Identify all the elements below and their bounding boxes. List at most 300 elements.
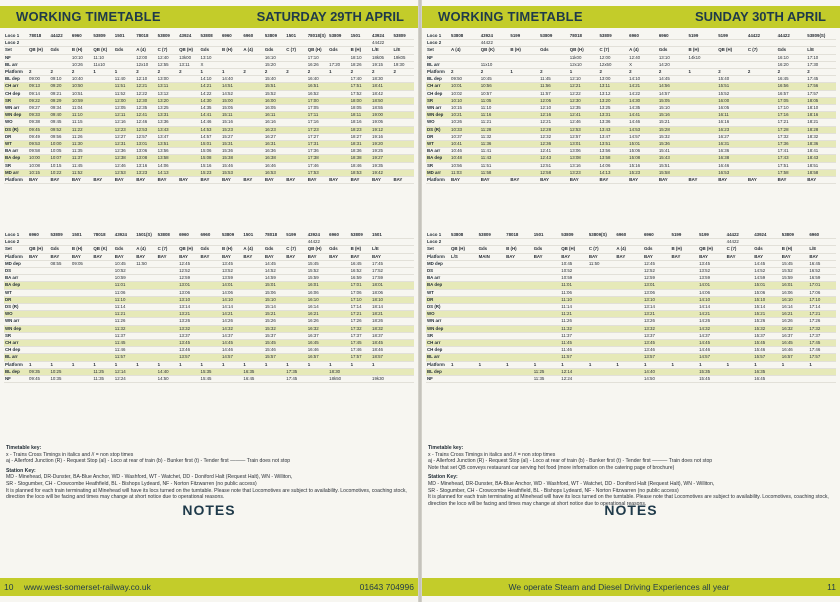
timetable-cell [615,268,643,275]
timetable-cell: 14:40 [157,368,178,375]
timetable-cell: 1501(S) [135,232,156,239]
timetable-cell: 17:05 [777,97,807,104]
timetable-cell: 53809 [92,33,113,40]
timetable-cell: 09:20 [49,83,70,90]
timetable-cell [49,311,70,318]
timetable-cell: 17:37 [808,332,836,339]
timetable-cell: 09:27 [28,105,49,112]
timetable-cell [157,296,178,303]
timetable-row [426,54,836,61]
timetable-cell [588,340,616,347]
timetable-cell: 13:06 [643,289,671,296]
timetable-cell [71,239,92,246]
timetable-cell: 13:11 [178,61,199,68]
timetable-cell: BAY [157,253,178,260]
timetable-cell [49,332,70,339]
timetable-cell [539,61,569,68]
timetable-cell [392,361,414,368]
timetable-cell [285,155,306,162]
timetable-cell: 16:36 [717,148,747,155]
timetable-cell [200,304,221,311]
timetable-cell: 09:45 [28,376,49,383]
timetable-cell: QB (H) [28,47,49,54]
timetable-cell: 13:21 [643,311,671,318]
timetable-row [4,97,414,104]
row-label: DR [426,296,450,303]
timetable-cell [698,239,726,246]
timetable-cell [747,133,777,140]
timetable-cell [450,40,480,47]
timetable-cell: 1501 [350,33,371,40]
timetable-cell [350,376,371,383]
timetable-cell [49,304,70,311]
timetable-cell: 78018 [135,33,156,40]
timetable-cell [221,40,242,47]
timetable-cell: 13k00 [178,54,199,61]
timetable-cell [392,119,414,126]
timetable-row [426,260,836,267]
timetable-cell: 12:36 [114,148,135,155]
timetable-cell: 17:26 [350,318,371,325]
timetable-cell: 18:45 [371,340,392,347]
timetable-cell: 16:11 [717,112,747,119]
timetable-cell: 13:10 [178,296,199,303]
timetable-cell [135,325,156,332]
timetable-cell: 17:32 [350,325,371,332]
timetable-cell: 14:13 [157,169,178,176]
timetable-cell [285,133,306,140]
timetable-cell [392,141,414,148]
timetable-cell [92,354,113,361]
timetable-cell [588,289,616,296]
timetable-cell: QB (H) [560,246,588,253]
timetable-cell: QB (K) [92,246,113,253]
timetable-cell [242,119,263,126]
timetable-cell [328,141,349,148]
timetable-cell [717,61,747,68]
timetable-cell [588,368,616,375]
timetable-cell: 10:25 [49,368,70,375]
timetable-cell: 18:57 [371,354,392,361]
timetable-cell: 12:38 [114,155,135,162]
phone-number: 01643 704996 [359,582,414,592]
timetable-row [4,177,414,184]
timetable-cell: 18:42 [371,90,392,97]
timetable-cell: 18:06 [371,289,392,296]
timetable-cell: 1 [28,361,49,368]
timetable-cell: 13:51 [598,141,628,148]
timetable-cell: 18:26 [350,61,371,68]
timetable-cell: 10:41 [450,141,480,148]
timetable-cell: 15:36 [221,148,242,155]
timetable-cell: 13:32 [643,325,671,332]
timetable-cell [92,97,113,104]
timetable-cell: 17:35 [285,368,306,375]
timetable-row [426,90,836,97]
timetable-cell [450,289,478,296]
row-label: NF [4,376,28,383]
timetable-cell [157,325,178,332]
right-timetable-key-title: Timetable key: [428,445,464,451]
timetable-cell [307,368,328,375]
timetable-cell [371,368,392,375]
timetable-cell: 14:30 [200,97,221,104]
timetable-cell [49,318,70,325]
timetable-cell: 19:27 [371,155,392,162]
timetable-cell: 09:50 [450,76,480,83]
timetable-cell: 18:55 [371,105,392,112]
timetable-cell [392,260,414,267]
timetable-cell: Gds [114,47,135,54]
timetable-cell [726,268,754,275]
timetable-cell: C (7) [285,47,306,54]
timetable-cell [242,169,263,176]
timetable-cell [71,347,92,354]
timetable-cell: 18:46 [350,162,371,169]
timetable-cell [157,282,178,289]
timetable-cell: 17:01 [808,282,836,289]
timetable-cell [615,275,643,282]
timetable-cell: 11:03 [450,169,480,176]
timetable-cell: BAY [328,253,349,260]
timetable-cell [178,155,199,162]
timetable-cell: 53809 [49,232,70,239]
timetable-cell [781,239,809,246]
timetable-cell [178,83,199,90]
timetable-cell: 17:56 [806,83,836,90]
timetable-cell: 16:38 [717,155,747,162]
timetable-cell: BAY [505,253,533,260]
timetable-cell: 17:57 [808,354,836,361]
timetable-cell: 15:16 [628,162,658,169]
timetable-cell: 17:58 [777,169,807,176]
right-page-date: SUNDAY 30TH APRIL [695,9,826,24]
timetable-cell [392,311,414,318]
timetable-cell: 12:41 [135,112,156,119]
timetable-cell [92,126,113,133]
timetable-cell: B (H) [221,246,242,253]
timetable-row [4,239,414,246]
timetable-cell: Gds [643,246,671,253]
timetable-cell: 15:46 [753,347,781,354]
timetable-cell: 18:31 [350,141,371,148]
row-label: Platform [4,361,28,368]
timetable-row [426,133,836,140]
row-label: Loco 1 [4,232,28,239]
timetable-cell: QB (H) [569,47,599,54]
timetable-cell: BAY [307,177,328,184]
timetable-cell [688,133,718,140]
timetable-cell [92,347,113,354]
timetable-cell: 13:46 [643,347,671,354]
timetable-cell [328,296,349,303]
timetable-cell: 14:45 [698,340,726,347]
timetable-cell: 15:52 [264,90,285,97]
timetable-cell: BAY [92,177,113,184]
timetable-cell: B (H) [688,47,718,54]
timetable-cell: Gds [658,47,688,54]
timetable-cell: 11:06 [114,289,135,296]
left-page [0,0,418,602]
timetable-cell: 14:46 [221,347,242,354]
timetable-cell [328,105,349,112]
timetable-cell: 17:01 [350,282,371,289]
timetable-cell: 10:02 [450,90,480,97]
timetable-cell: 11:10 [92,54,113,61]
timetable-cell: 14:21 [628,83,658,90]
timetable-cell: 16:57 [307,354,328,361]
timetable-cell [726,304,754,311]
row-label: BL dep [4,368,28,375]
timetable-cell: 1 [560,361,588,368]
timetable-cell: 10:48 [450,155,480,162]
website-link[interactable]: www.west-somerset-railway.co.uk [24,582,151,592]
timetable-cell [92,169,113,176]
timetable-cell: 14:41 [628,112,658,119]
row-label: BA arr [426,148,450,155]
timetable-cell: 5199 [717,33,747,40]
timetable-cell: 12:23 [114,126,135,133]
timetable-cell: 1 [307,361,328,368]
timetable-cell: 13:23 [569,169,599,176]
right-footer [422,578,840,596]
row-label: MD dep [4,260,28,267]
timetable-row [426,361,836,368]
timetable-cell: 17:32 [777,133,807,140]
timetable-cell: 14:21 [698,311,726,318]
timetable-cell [178,105,199,112]
timetable-cell: 12:22 [135,90,156,97]
timetable-row [426,126,836,133]
timetable-cell: 16:46 [781,347,809,354]
timetable-cell: 14:45 [658,76,688,83]
timetable-cell [49,275,70,282]
timetable-cell: BAY [221,253,242,260]
timetable-cell: 14:57 [200,133,221,140]
timetable-cell: 13:01 [569,141,599,148]
timetable-cell [505,282,533,289]
timetable-cell [328,97,349,104]
timetable-cell: 14:37 [698,332,726,339]
timetable-cell: 13:59 [698,275,726,282]
timetable-cell: 2 [307,69,328,76]
timetable-cell [242,260,263,267]
timetable-cell: BAY [371,177,392,184]
timetable-cell: QB (K) [480,47,510,54]
timetable-cell: 14:21 [221,311,242,318]
timetable-cell: L/E [806,47,836,54]
timetable-cell [49,340,70,347]
left-timetable-key-line-2: aj - Allerford Junction (R) - Request Stop (al) - Loco at rear of train (b) - Bunker first (t) - Tender first ——— Train does not stop [6,458,291,465]
timetable-cell: 12:31 [114,141,135,148]
timetable-cell: 13:06 [569,148,599,155]
timetable-cell [242,311,263,318]
timetable-cell [285,275,306,282]
timetable-row [426,253,836,260]
timetable-cell [28,260,49,267]
timetable-cell [392,347,414,354]
timetable-cell: 17:38 [307,155,328,162]
row-label: CH arr [426,340,450,347]
timetable-cell: 14:26 [698,318,726,325]
timetable-cell: 1 [726,361,754,368]
timetable-cell: 1501 [114,33,135,40]
timetable-cell: 16:45 [781,340,809,347]
timetable-cell [135,296,156,303]
row-label: WN arr [426,105,450,112]
timetable-cell: 12:27 [114,133,135,140]
timetable-row [4,253,414,260]
timetable-cell: 12:24 [114,376,135,383]
timetable-cell [178,141,199,148]
right-timetable-key-line-1: x - Trains Cross Timings in italics and // = non stop times [428,451,556,458]
timetable-row [426,83,836,90]
timetable-cell [242,282,263,289]
timetable-cell [747,169,777,176]
timetable-cell [157,304,178,311]
timetable-row [426,246,836,253]
timetable-cell: 15:05 [221,105,242,112]
timetable-cell: 1 [671,361,699,368]
left-station-key-line-3: It is planned for each train terminating at Minehead will have its locs turned on the turntable. Please note that Locomotives are subject to availability. Locomotives, coaching stock, direction the loco will be facing and times may change at short notice due to operational reasons. [6,487,407,501]
timetable-cell: 13:11 [598,83,628,90]
timetable-row [4,246,414,253]
timetable-cell: 16:59 [350,275,371,282]
timetable-cell: 78018(S) [307,33,328,40]
timetable-cell: 1501 [242,232,263,239]
timetable-cell: A (4) [615,246,643,253]
timetable-cell: 12:24 [560,376,588,383]
timetable-cell [114,40,135,47]
left-station-key-title: Station Key: [6,467,36,474]
timetable-cell [328,275,349,282]
timetable-cell: BAY [371,253,392,260]
timetable-cell [92,260,113,267]
timetable-cell: 1501 [533,232,561,239]
timetable-cell: BAY [509,177,539,184]
timetable-cell: 16:46 [264,162,285,169]
row-label: DS (R) [426,126,450,133]
timetable-cell: 15:00 [221,97,242,104]
timetable-cell: 14:45 [221,340,242,347]
timetable-cell [328,76,349,83]
timetable-cell [509,112,539,119]
timetable-cell: BAY [157,177,178,184]
timetable-cell [49,282,70,289]
timetable-cell: 11:26 [71,133,92,140]
timetable-cell [328,169,349,176]
timetable-cell: 18:38 [350,155,371,162]
timetable-row [4,90,414,97]
timetable-cell [509,119,539,126]
timetable-cell [242,340,263,347]
timetable-cell [92,119,113,126]
timetable-row [426,325,836,332]
timetable-cell: 2 [71,69,92,76]
timetable-cell: 12:16 [114,119,135,126]
timetable-cell: 14:57 [658,90,688,97]
timetable-cell [509,105,539,112]
timetable-cell [114,54,135,61]
timetable-cell [135,304,156,311]
timetable-cell [328,83,349,90]
timetable-cell: 2 [628,69,658,76]
timetable-cell: 11:10 [560,296,588,303]
timetable-cell: 15:28 [658,126,688,133]
timetable-cell [450,347,478,354]
timetable-cell: 12:10 [539,105,569,112]
timetable-cell: BAY [598,177,628,184]
timetable-cell: 78018 [92,232,113,239]
timetable-cell [328,148,349,155]
timetable-cell [747,105,777,112]
timetable-cell: BAY [781,253,809,260]
row-label: BA arr [426,275,450,282]
timetable-row [426,232,836,239]
timetable-cell: 15:45 [753,340,781,347]
timetable-cell: 2 [392,69,414,76]
timetable-cell: 16:00 [264,97,285,104]
timetable-cell: 15:01 [628,141,658,148]
timetable-cell: 15:20 [264,61,285,68]
timetable-cell: 1 [200,69,221,76]
timetable-row [4,40,414,47]
timetable-cell: 16:56 [777,83,807,90]
timetable-cell: 11:30 [71,141,92,148]
timetable-cell [49,289,70,296]
timetable-cell [588,376,616,383]
timetable-cell: 11:05 [480,97,510,104]
timetable-cell: 11:04 [71,105,92,112]
timetable-row [426,169,836,176]
timetable-cell [392,155,414,162]
timetable-cell: 78018 [28,33,49,40]
timetable-cell: 14:40 [221,76,242,83]
timetable-cell [392,304,414,311]
row-label: Platform [426,253,450,260]
right-notes-heading: NOTES [604,502,658,518]
timetable-cell: 16:52 [307,90,328,97]
row-label: Loco 2 [426,239,450,246]
timetable-cell [505,275,533,282]
driving-experience-text: We operate Steam and Diesel Driving Experiences all year [508,582,730,592]
timetable-cell: 15:32 [658,133,688,140]
row-label: Platform [4,253,28,260]
timetable-cell: BAY [49,253,70,260]
timetable-cell: 17:57 [806,90,836,97]
timetable-cell [588,347,616,354]
row-label: Platform [426,177,450,184]
timetable-cell [28,40,49,47]
timetable-cell [71,289,92,296]
timetable-cell [726,325,754,332]
timetable-cell: 15:16 [200,162,221,169]
timetable-cell [92,282,113,289]
timetable-cell: BAY [307,253,328,260]
timetable-cell: 14k10 [688,54,718,61]
timetable-cell [178,112,199,119]
timetable-cell: 14:06 [598,162,628,169]
timetable-row [4,112,414,119]
timetable-cell: 10:22 [49,169,70,176]
row-label: SR [426,332,450,339]
row-label: Set [426,246,450,253]
timetable-cell: 17:20 [328,61,349,68]
timetable-cell [200,311,221,318]
timetable-cell [747,148,777,155]
timetable-cell [92,304,113,311]
timetable-cell: 13:06 [178,289,199,296]
